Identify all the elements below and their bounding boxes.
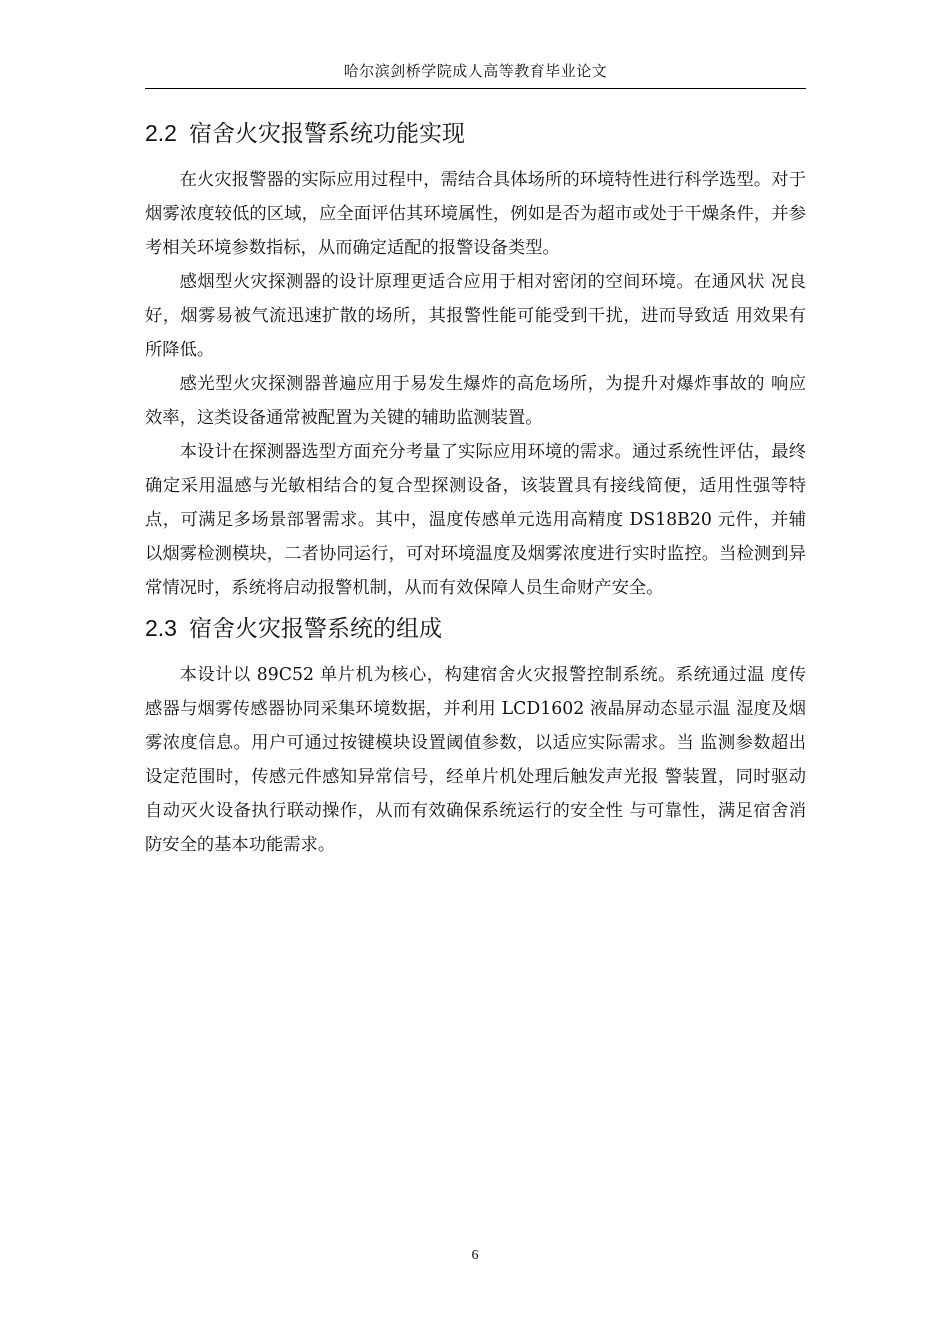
- section-number: 2.2: [145, 120, 177, 146]
- paragraph: 在火灾报警器的实际应用过程中，需结合具体场所的环境特性进行科学选型。对于烟雾浓度较低的区域，应全面评估其环境属性，例如是否为超市或处于干燥条件，并参考相关环境参数指标，从而确定适配的报警设备类型。: [145, 170, 806, 258]
- page-content: [145, 114, 806, 862]
- section-number: 2.3: [145, 615, 177, 641]
- paragraph: 本设计以 89C52 单片机为核心，构建宿舍火灾报警控制系统。系统通过温 度传感器与烟雾传感器协同采集环境数据，并利用 LCD1602 液晶屏动态显示温 湿度及烟雾浓度信息。用户可通过按键模块设置阈值参数，以适应实际需求。当 监测参数超出设定范围时，传感元件感知异常信号，经单片机处理后触发声光报 警装置，同时驱动自动灭火设备执行联动操作，从而有效确保系统运行的安全性 与可靠性，满足宿舍消防安全的基本功能需求。: [145, 665, 806, 855]
- running-header: 哈尔滨剑桥学院成人高等教育毕业论文: [343, 62, 608, 80]
- section-heading-2-2: [145, 114, 806, 153]
- paragraph: 感烟型火灾探测器的设计原理更适合应用于相对密闭的空间环境。在通风状 况良好，烟雾易被气流迅速扩散的场所，其报警性能可能受到干扰，进而导致适 用效果有所降低。: [145, 272, 806, 360]
- paragraph: 感光型火灾探测器普遍应用于易发生爆炸的高危场所，为提升对爆炸事故的 响应效率，这类设备通常被配置为关键的辅助监测装置。: [145, 374, 806, 428]
- paragraph: 本设计在探测器选型方面充分考量了实际应用环境的需求。通过系统性评估，最终确定采用温感与光敏相结合的复合型探测设备，该装置具有接线简便，适用性强等特点，可满足多场景部署需求。其中，温度传感单元选用高精度 DS18B20 元件，并辅以烟雾检测模块，二者协同运行，可对环境温度及烟雾浓度进行实时监控。当检测到异常情况时，系统将启动报警机制，从而有效保障人员生命财产安全。: [145, 442, 806, 598]
- section-title: 宿舍火灾报警系统的组成: [188, 616, 442, 642]
- header-divider: [145, 88, 806, 89]
- page-number: 6: [471, 1248, 479, 1263]
- section-title: 宿舍火灾报警系统功能实现: [188, 121, 465, 147]
- section-heading-2-3: [145, 609, 806, 648]
